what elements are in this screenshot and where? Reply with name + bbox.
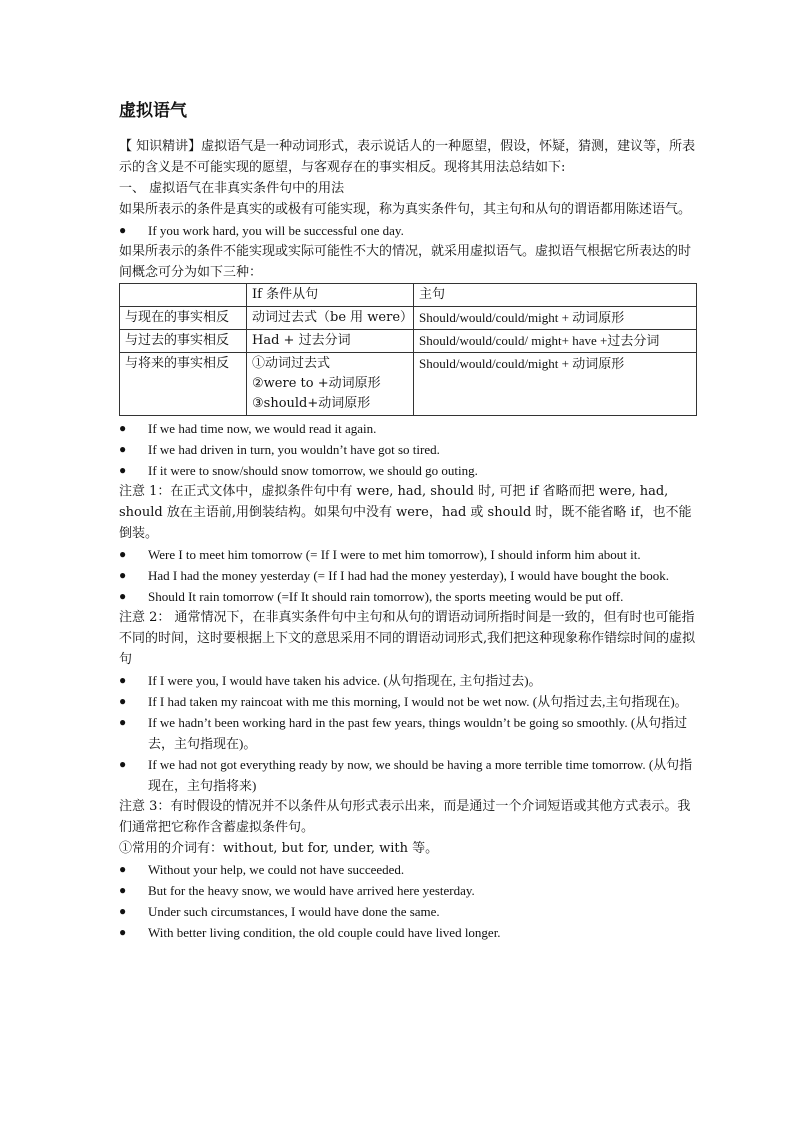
table-cell-main-clause: Should/would/could/might + 动词原形 bbox=[414, 307, 697, 330]
table-cell-label: 与现在的事实相反 bbox=[120, 307, 247, 330]
table-header-row bbox=[120, 284, 697, 307]
list-item bbox=[119, 439, 699, 460]
list-item bbox=[119, 712, 699, 754]
table-cell-main-clause: Should/would/could/ might+ have +过去分词 bbox=[414, 330, 697, 353]
table-row bbox=[120, 330, 697, 353]
if-clause-option: ③should+动词原形 bbox=[252, 396, 371, 411]
note-3: 注意 3：有时假设的情况并不以条件从句形式表示出来，而是通过一个介词短语或其他方式表示。我们通常把它称作含蓄虚拟条件句。 bbox=[119, 799, 691, 835]
list-item bbox=[119, 691, 699, 712]
table-cell-if-clause: 动词过去式（be 用 were） bbox=[247, 307, 414, 330]
list-item bbox=[119, 880, 699, 901]
example-sentence: If you work hard, you will be successful one day. bbox=[148, 223, 404, 238]
list-item bbox=[119, 670, 699, 691]
example-sentence: Without your help, we could not have succeeded. bbox=[148, 862, 405, 877]
example-sentence: If we had not got everything ready by now, we should be having a more terrible time tomorrow. (从句指现在，主句指将来) bbox=[148, 757, 693, 793]
example-sentence: Were I to meet him tomorrow (= If I were to met him tomorrow), I should inform him about it. bbox=[148, 547, 641, 562]
table-cell-if-clause: Had + 过去分词 bbox=[247, 330, 414, 353]
bullet-icon: ● bbox=[119, 694, 127, 708]
note-1: 注意 1：在正式文体中，虚拟条件句中有 were, had, should 时, 可把 if 省略而把 were, had, should 放在主语前,用倒装结构。如果句中没有 were，had 或 should 时，既不能省略 if，也不能倒装。 bbox=[119, 484, 692, 541]
list-item bbox=[119, 922, 699, 943]
table-header-cell: 主句 bbox=[414, 284, 697, 307]
example-sentence: If I had taken my raincoat with me this morning, I would not be wet now. (从句指过去,主句指现在)。 bbox=[148, 694, 688, 709]
list-item bbox=[119, 754, 699, 796]
list-item bbox=[119, 418, 699, 439]
intro-paragraph: 【 知识精讲】虚拟语气是一种动词形式，表示说话人的一种愿望，假设，怀疑，猜测，建议等，所表示的含义是不可能实现的愿望，与客观存在的事实相反。现将其用法总结如下: bbox=[119, 139, 696, 175]
bullet-icon: ● bbox=[119, 568, 127, 582]
unreal-condition-paragraph: 如果所表示的条件不能实现或实际可能性不大的情况，就采用虚拟语气。虚拟语气根据它所表达的时间概念可分为如下三种： bbox=[119, 244, 692, 280]
example-sentence: Had I had the money yesterday (= If I had had the money yesterday), I would have bought the book. bbox=[148, 568, 670, 583]
list-item bbox=[119, 460, 699, 481]
example-sentence: If I were you, I would have taken his advice. (从句指现在, 主句指过去)。 bbox=[148, 673, 542, 688]
bullet-icon: ● bbox=[119, 547, 127, 561]
table-cell-label: 与将来的事实相反 bbox=[120, 353, 247, 416]
document-page bbox=[119, 100, 699, 943]
list-item bbox=[119, 544, 699, 565]
bullet-icon: ● bbox=[119, 673, 127, 687]
bullet-icon: ● bbox=[119, 883, 127, 897]
example-sentence: With better living condition, the old couple could have lived longer. bbox=[148, 925, 501, 940]
if-clause-option: ②were to +动词原形 bbox=[252, 376, 381, 391]
bullet-icon: ● bbox=[119, 442, 127, 456]
bullet-icon: ● bbox=[119, 925, 127, 939]
table-row bbox=[120, 307, 697, 330]
table-header-cell bbox=[120, 284, 247, 307]
example-sentence: If we hadn’t been working hard in the past few years, things wouldn’t be going so smoothly. (从句指过去，主句指现在)。 bbox=[148, 715, 688, 751]
preposition-intro: ①常用的介词有：without, but for, under, with 等。 bbox=[119, 841, 439, 856]
bullet-icon: ● bbox=[119, 715, 127, 729]
example-sentence: If it were to snow/should snow tomorrow, we should go outing. bbox=[148, 463, 478, 478]
real-condition-paragraph: 如果所表示的条件是真实的或极有可能实现，称为真实条件句，其主句和从句的谓语都用陈述语气。 bbox=[119, 202, 692, 217]
example-sentence: If we had driven in turn, you wouldn’t have got so tired. bbox=[148, 442, 440, 457]
page-title: 虚拟语气 bbox=[119, 101, 187, 121]
list-item bbox=[119, 586, 699, 607]
example-sentence: But for the heavy snow, we would have arrived here yesterday. bbox=[148, 883, 475, 898]
section-heading: 一、 虚拟语气在非真实条件句中的用法 bbox=[119, 181, 345, 196]
example-sentence: Under such circumstances, I would have done the same. bbox=[148, 904, 440, 919]
list-item bbox=[119, 220, 699, 241]
note-2: 注意 2： 通常情况下，在非真实条件句中主句和从句的谓语动词所指时间是一致的，但有时也可能指不同的时间，这时要根据上下文的意思采用不同的谓语动词形式,我们把这种现象称作错综时间的虚拟句 bbox=[119, 610, 696, 667]
bullet-icon: ● bbox=[119, 904, 127, 918]
table-cell-if-clause bbox=[247, 353, 414, 416]
bullet-icon: ● bbox=[119, 589, 127, 603]
bullet-icon: ● bbox=[119, 421, 127, 435]
list-item bbox=[119, 901, 699, 922]
bullet-icon: ● bbox=[119, 463, 127, 477]
example-sentence: Should It rain tomorrow (=If It should rain tomorrow), the sports meeting would be put off. bbox=[148, 589, 624, 604]
bullet-icon: ● bbox=[119, 223, 127, 237]
if-clause-option: ①动词过去式 bbox=[252, 356, 331, 371]
table-cell-main-clause: Should/would/could/might + 动词原形 bbox=[414, 353, 697, 416]
list-item bbox=[119, 859, 699, 880]
conditional-table bbox=[119, 283, 697, 416]
table-header-cell: If 条件从句 bbox=[247, 284, 414, 307]
bullet-icon: ● bbox=[119, 862, 127, 876]
bullet-icon: ● bbox=[119, 757, 127, 771]
list-item bbox=[119, 565, 699, 586]
table-row bbox=[120, 353, 697, 416]
table-cell-label: 与过去的事实相反 bbox=[120, 330, 247, 353]
example-sentence: If we had time now, we would read it again. bbox=[148, 421, 377, 436]
